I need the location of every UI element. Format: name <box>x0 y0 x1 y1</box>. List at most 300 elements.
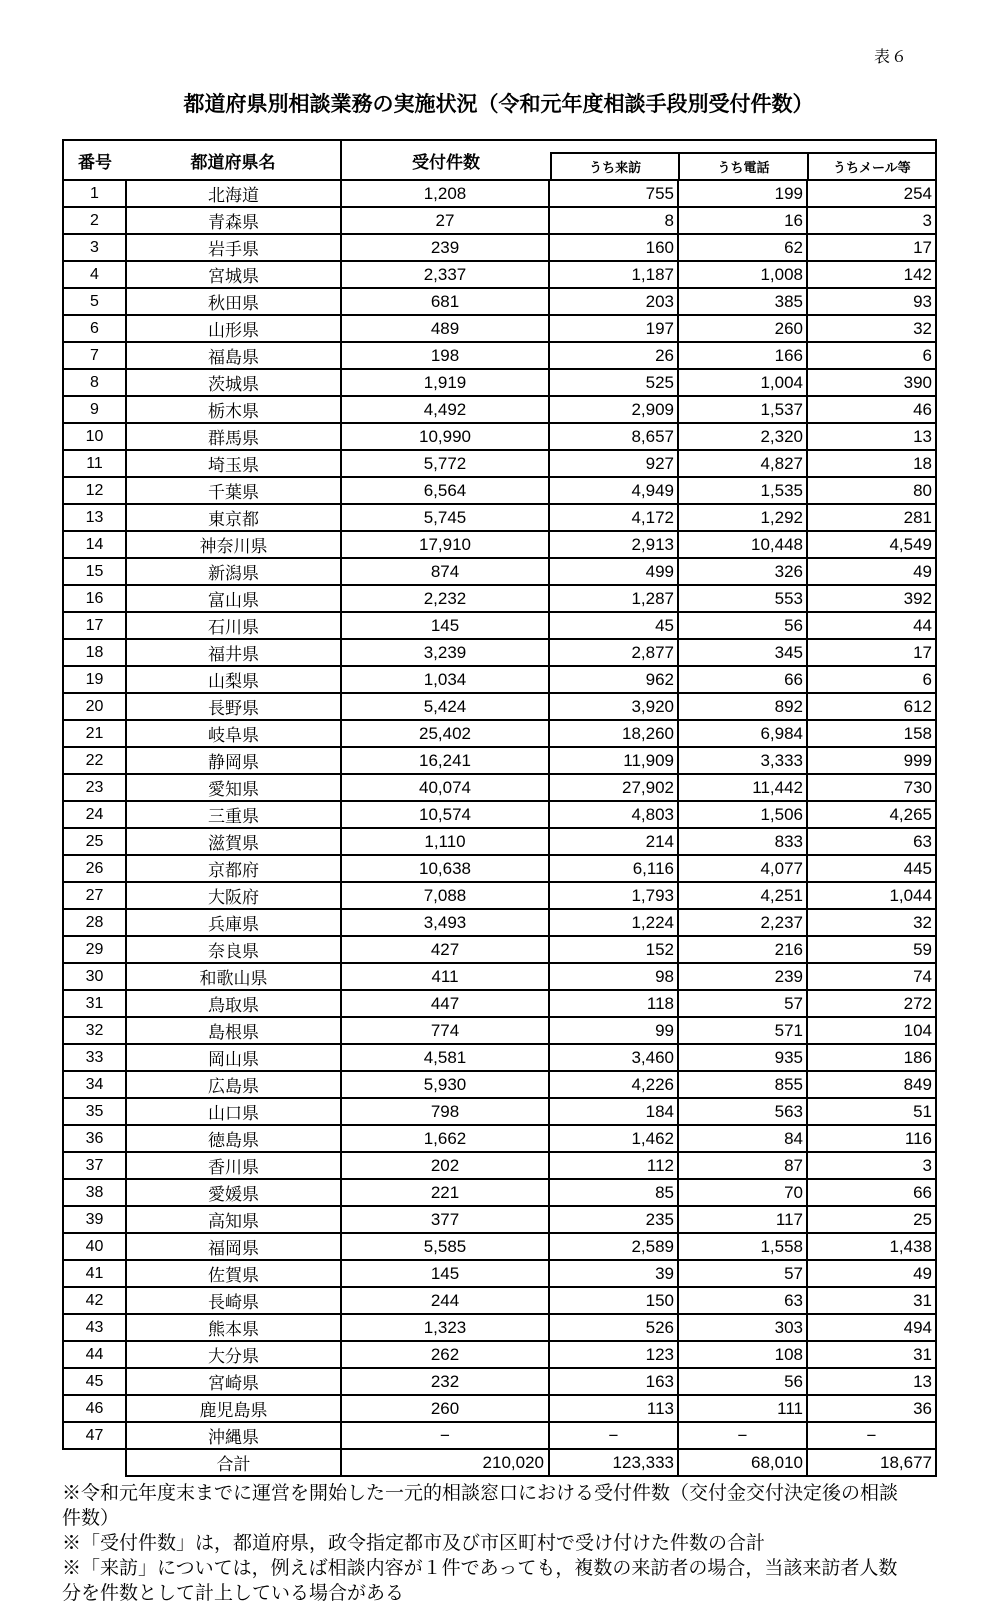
cell-visit: 526 <box>549 1314 678 1341</box>
table-row <box>63 342 936 369</box>
footnote-2: ※「受付件数」は，都道府県，政令指定都市及び市区町村で受け付けた件数の合計 <box>62 1533 766 1554</box>
cell-phone: 1,008 <box>678 261 807 288</box>
table-row <box>63 693 936 720</box>
table-row <box>63 612 936 639</box>
sub-header-row <box>550 152 935 179</box>
cell-phone: 57 <box>678 1260 807 1287</box>
cell-number: 44 <box>63 1341 126 1368</box>
table-row <box>63 639 936 666</box>
cell-phone: 571 <box>678 1017 807 1044</box>
cell-prefecture: 岩手県 <box>126 234 341 261</box>
cell-mail: 13 <box>807 423 936 450</box>
cell-phone: 1,292 <box>678 504 807 531</box>
table-row <box>63 531 936 558</box>
cell-number: 5 <box>63 288 126 315</box>
table-row <box>63 1368 936 1395</box>
cell-total: 447 <box>341 990 549 1017</box>
cell-mail: 6 <box>807 666 936 693</box>
cell-prefecture: 熊本県 <box>126 1314 341 1341</box>
cell-number: 45 <box>63 1368 126 1395</box>
cell-total: 774 <box>341 1017 549 1044</box>
cell-total: 1,110 <box>341 828 549 855</box>
cell-visit: 27,902 <box>549 774 678 801</box>
cell-visit: 4,803 <box>549 801 678 828</box>
cell-number: 2 <box>63 207 126 234</box>
cell-visit: 99 <box>549 1017 678 1044</box>
cell-mail: 49 <box>807 1260 936 1287</box>
cell-prefecture: 福井県 <box>126 639 341 666</box>
cell-number: 42 <box>63 1287 126 1314</box>
cell-prefecture: 広島県 <box>126 1071 341 1098</box>
cell-total: 1,208 <box>341 180 549 207</box>
cell-mail: 4,549 <box>807 531 936 558</box>
cell-visit: 235 <box>549 1206 678 1233</box>
cell-mail: 392 <box>807 585 936 612</box>
cell-number: 16 <box>63 585 126 612</box>
cell-prefecture: 宮城県 <box>126 261 341 288</box>
cell-phone: 10,448 <box>678 531 807 558</box>
cell-mail: 32 <box>807 315 936 342</box>
cell-number: 46 <box>63 1395 126 1422</box>
cell-visit: 98 <box>549 963 678 990</box>
cell-phone: 1,558 <box>678 1233 807 1260</box>
cell-mail: 1,044 <box>807 882 936 909</box>
cell-prefecture: 千葉県 <box>126 477 341 504</box>
cell-total: 7,088 <box>341 882 549 909</box>
cell-mail: 59 <box>807 936 936 963</box>
table-row <box>63 720 936 747</box>
cell-total: 17,910 <box>341 531 549 558</box>
cell-total: 6,564 <box>341 477 549 504</box>
cell-number: 1 <box>63 180 126 207</box>
cell-total: 145 <box>341 612 549 639</box>
cell-total: 27 <box>341 207 549 234</box>
cell-phone: 2,320 <box>678 423 807 450</box>
cell-number: 20 <box>63 693 126 720</box>
cell-mail: 80 <box>807 477 936 504</box>
cell-phone: 87 <box>678 1152 807 1179</box>
table-row <box>63 1017 936 1044</box>
cell-mail: 63 <box>807 828 936 855</box>
col-header-mail: うちメール等 <box>807 152 935 179</box>
total-cell-visit: 123,333 <box>549 1449 678 1476</box>
cell-number: 9 <box>63 396 126 423</box>
table-row <box>63 1422 936 1449</box>
cell-visit: 525 <box>549 369 678 396</box>
cell-mail: 17 <box>807 639 936 666</box>
cell-mail: 32 <box>807 909 936 936</box>
cell-number: 41 <box>63 1260 126 1287</box>
table-row <box>63 828 936 855</box>
cell-mail: 494 <box>807 1314 936 1341</box>
footnote-3: ※「来訪」については，例えば相談内容が１件であっても，複数の来訪者の場合，当該来訪者人数分を件数として計上している場合がある <box>62 1558 898 1604</box>
cell-visit: 1,462 <box>549 1125 678 1152</box>
cell-phone: 326 <box>678 558 807 585</box>
cell-total: 239 <box>341 234 549 261</box>
cell-prefecture: 茨城県 <box>126 369 341 396</box>
cell-total: 16,241 <box>341 747 549 774</box>
cell-number: 37 <box>63 1152 126 1179</box>
cell-prefecture: 奈良県 <box>126 936 341 963</box>
cell-mail: 3 <box>807 207 936 234</box>
cell-total: 10,574 <box>341 801 549 828</box>
cell-visit: 123 <box>549 1341 678 1368</box>
cell-visit: 85 <box>549 1179 678 1206</box>
cell-total: 1,662 <box>341 1125 549 1152</box>
cell-number: 31 <box>63 990 126 1017</box>
cell-phone: 303 <box>678 1314 807 1341</box>
col-header-number: 番号 <box>63 140 126 180</box>
cell-mail: 49 <box>807 558 936 585</box>
cell-phone: 111 <box>678 1395 807 1422</box>
footnotes-block <box>62 1481 907 1606</box>
table-row <box>63 1152 936 1179</box>
cell-phone: 563 <box>678 1098 807 1125</box>
cell-mail: 730 <box>807 774 936 801</box>
cell-mail: 31 <box>807 1287 936 1314</box>
cell-visit: 962 <box>549 666 678 693</box>
cell-visit: 8 <box>549 207 678 234</box>
table-row <box>63 207 936 234</box>
col-header-visit: うち来訪 <box>550 152 678 179</box>
cell-visit: 112 <box>549 1152 678 1179</box>
total-cell-mail: 18,677 <box>807 1449 936 1476</box>
cell-total: 202 <box>341 1152 549 1179</box>
table-row <box>63 234 936 261</box>
page-title: 都道府県別相談業務の実施状況（令和元年度相談手段別受付件数） <box>183 93 814 116</box>
cell-number: 15 <box>63 558 126 585</box>
cell-phone: 1,535 <box>678 477 807 504</box>
table-row <box>63 477 936 504</box>
cell-number: 30 <box>63 963 126 990</box>
cell-phone: 16 <box>678 207 807 234</box>
table-row <box>63 288 936 315</box>
table-row <box>63 882 936 909</box>
cell-visit: 1,287 <box>549 585 678 612</box>
total-row-label: 合計 <box>126 1449 341 1476</box>
table-row <box>63 1341 936 1368</box>
cell-total: 3,239 <box>341 639 549 666</box>
col-header-prefecture: 都道府県名 <box>126 140 341 180</box>
cell-number: 47 <box>63 1422 126 1449</box>
cell-prefecture: 福岡県 <box>126 1233 341 1260</box>
cell-visit: 163 <box>549 1368 678 1395</box>
table-row <box>63 909 936 936</box>
cell-mail: 999 <box>807 747 936 774</box>
total-cell-total: 210,020 <box>341 1449 549 1476</box>
cell-visit: − <box>549 1422 678 1449</box>
col-header-total-group <box>341 140 936 180</box>
cell-number: 39 <box>63 1206 126 1233</box>
cell-prefecture: 長崎県 <box>126 1287 341 1314</box>
table-body <box>63 180 936 1449</box>
cell-mail: 1,438 <box>807 1233 936 1260</box>
cell-total: 244 <box>341 1287 549 1314</box>
cell-phone: 1,537 <box>678 396 807 423</box>
cell-phone: 892 <box>678 693 807 720</box>
cell-visit: 18,260 <box>549 720 678 747</box>
cell-prefecture: 沖縄県 <box>126 1422 341 1449</box>
cell-total: 198 <box>341 342 549 369</box>
table-row <box>63 558 936 585</box>
cell-phone: 199 <box>678 180 807 207</box>
cell-mail: 36 <box>807 1395 936 1422</box>
table-row <box>63 1206 936 1233</box>
cell-number: 11 <box>63 450 126 477</box>
col-header-phone: うち電話 <box>678 152 806 179</box>
cell-phone: 4,251 <box>678 882 807 909</box>
cell-visit: 160 <box>549 234 678 261</box>
cell-prefecture: 愛知県 <box>126 774 341 801</box>
cell-mail: 272 <box>807 990 936 1017</box>
cell-mail: 390 <box>807 369 936 396</box>
cell-number: 35 <box>63 1098 126 1125</box>
cell-visit: 1,224 <box>549 909 678 936</box>
cell-prefecture: 徳島県 <box>126 1125 341 1152</box>
cell-mail: 74 <box>807 963 936 990</box>
cell-phone: 239 <box>678 963 807 990</box>
cell-prefecture: 高知県 <box>126 1206 341 1233</box>
cell-mail: 18 <box>807 450 936 477</box>
cell-visit: 755 <box>549 180 678 207</box>
cell-visit: 203 <box>549 288 678 315</box>
cell-prefecture: 鹿児島県 <box>126 1395 341 1422</box>
table-row <box>63 369 936 396</box>
cell-phone: 166 <box>678 342 807 369</box>
cell-mail: 51 <box>807 1098 936 1125</box>
table-row <box>63 1233 936 1260</box>
cell-phone: 11,442 <box>678 774 807 801</box>
cell-total: 2,337 <box>341 261 549 288</box>
table-row <box>63 1179 936 1206</box>
cell-visit: 26 <box>549 342 678 369</box>
cell-prefecture: 香川県 <box>126 1152 341 1179</box>
cell-prefecture: 群馬県 <box>126 423 341 450</box>
cell-number: 24 <box>63 801 126 828</box>
table-row <box>63 1287 936 1314</box>
cell-total: 874 <box>341 558 549 585</box>
table-row <box>63 774 936 801</box>
table-row <box>63 315 936 342</box>
cell-visit: 927 <box>549 450 678 477</box>
cell-prefecture: 和歌山県 <box>126 963 341 990</box>
cell-number: 32 <box>63 1017 126 1044</box>
cell-prefecture: 佐賀県 <box>126 1260 341 1287</box>
cell-total: 260 <box>341 1395 549 1422</box>
cell-number: 43 <box>63 1314 126 1341</box>
cell-visit: 1,187 <box>549 261 678 288</box>
cell-total: 1,919 <box>341 369 549 396</box>
cell-phone: 1,506 <box>678 801 807 828</box>
cell-total: 427 <box>341 936 549 963</box>
cell-phone: 57 <box>678 990 807 1017</box>
cell-phone: 70 <box>678 1179 807 1206</box>
table-row <box>63 855 936 882</box>
cell-visit: 499 <box>549 558 678 585</box>
cell-number: 40 <box>63 1233 126 1260</box>
cell-phone: 855 <box>678 1071 807 1098</box>
cell-mail: 3 <box>807 1152 936 1179</box>
total-row-blank-cell <box>63 1449 126 1476</box>
table-row <box>63 261 936 288</box>
table-row <box>63 1125 936 1152</box>
cell-total: 2,232 <box>341 585 549 612</box>
cell-number: 27 <box>63 882 126 909</box>
cell-prefecture: 宮崎県 <box>126 1368 341 1395</box>
cell-phone: 56 <box>678 612 807 639</box>
prefecture-consultation-table <box>62 139 937 1477</box>
cell-mail: 445 <box>807 855 936 882</box>
cell-number: 33 <box>63 1044 126 1071</box>
cell-mail: 142 <box>807 261 936 288</box>
cell-prefecture: 大分県 <box>126 1341 341 1368</box>
cell-total: 4,581 <box>341 1044 549 1071</box>
cell-prefecture: 愛媛県 <box>126 1179 341 1206</box>
total-cell-phone: 68,010 <box>678 1449 807 1476</box>
cell-prefecture: 京都府 <box>126 855 341 882</box>
cell-prefecture: 岡山県 <box>126 1044 341 1071</box>
cell-mail: 186 <box>807 1044 936 1071</box>
table-row <box>63 585 936 612</box>
cell-number: 25 <box>63 828 126 855</box>
table-row <box>63 396 936 423</box>
table-row <box>63 1260 936 1287</box>
cell-number: 12 <box>63 477 126 504</box>
cell-visit: 184 <box>549 1098 678 1125</box>
cell-mail: 612 <box>807 693 936 720</box>
cell-phone: 2,237 <box>678 909 807 936</box>
cell-prefecture: 山口県 <box>126 1098 341 1125</box>
cell-total: 10,990 <box>341 423 549 450</box>
cell-visit: 150 <box>549 1287 678 1314</box>
cell-number: 38 <box>63 1179 126 1206</box>
cell-mail: 6 <box>807 342 936 369</box>
cell-prefecture: 新潟県 <box>126 558 341 585</box>
cell-total: 411 <box>341 963 549 990</box>
cell-prefecture: 北海道 <box>126 180 341 207</box>
cell-phone: 84 <box>678 1125 807 1152</box>
table-row <box>63 666 936 693</box>
cell-number: 19 <box>63 666 126 693</box>
cell-number: 8 <box>63 369 126 396</box>
cell-visit: 118 <box>549 990 678 1017</box>
cell-number: 26 <box>63 855 126 882</box>
cell-prefecture: 滋賀県 <box>126 828 341 855</box>
cell-mail: 158 <box>807 720 936 747</box>
cell-number: 14 <box>63 531 126 558</box>
cell-total: 1,034 <box>341 666 549 693</box>
cell-phone: 117 <box>678 1206 807 1233</box>
cell-total: 5,585 <box>341 1233 549 1260</box>
table-row <box>63 801 936 828</box>
cell-visit: 3,920 <box>549 693 678 720</box>
footnote-1: ※令和元年度末までに運営を開始した一元的相談窓口における受付件数（交付金交付決定後の相談件数） <box>62 1483 899 1529</box>
cell-total: − <box>341 1422 549 1449</box>
cell-visit: 4,226 <box>549 1071 678 1098</box>
cell-mail: 104 <box>807 1017 936 1044</box>
cell-mail: 281 <box>807 504 936 531</box>
table-number-label: 表６ <box>873 49 908 66</box>
cell-number: 28 <box>63 909 126 936</box>
cell-number: 6 <box>63 315 126 342</box>
cell-phone: 833 <box>678 828 807 855</box>
cell-total: 3,493 <box>341 909 549 936</box>
cell-visit: 2,913 <box>549 531 678 558</box>
cell-mail: 31 <box>807 1341 936 1368</box>
cell-prefecture: 静岡県 <box>126 747 341 774</box>
cell-visit: 39 <box>549 1260 678 1287</box>
cell-phone: 3,333 <box>678 747 807 774</box>
cell-total: 377 <box>341 1206 549 1233</box>
cell-number: 17 <box>63 612 126 639</box>
cell-mail: − <box>807 1422 936 1449</box>
table-row <box>63 1395 936 1422</box>
total-row <box>63 1449 936 1476</box>
cell-visit: 152 <box>549 936 678 963</box>
cell-visit: 214 <box>549 828 678 855</box>
cell-mail: 93 <box>807 288 936 315</box>
cell-prefecture: 山梨県 <box>126 666 341 693</box>
table-row <box>63 1098 936 1125</box>
cell-prefecture: 神奈川県 <box>126 531 341 558</box>
cell-visit: 4,949 <box>549 477 678 504</box>
cell-total: 5,772 <box>341 450 549 477</box>
cell-total: 262 <box>341 1341 549 1368</box>
cell-number: 13 <box>63 504 126 531</box>
cell-prefecture: 鳥取県 <box>126 990 341 1017</box>
cell-number: 21 <box>63 720 126 747</box>
cell-mail: 46 <box>807 396 936 423</box>
cell-prefecture: 福島県 <box>126 342 341 369</box>
cell-prefecture: 岐阜県 <box>126 720 341 747</box>
cell-prefecture: 東京都 <box>126 504 341 531</box>
cell-visit: 45 <box>549 612 678 639</box>
cell-total: 25,402 <box>341 720 549 747</box>
cell-total: 221 <box>341 1179 549 1206</box>
cell-total: 5,424 <box>341 693 549 720</box>
table-row <box>63 936 936 963</box>
cell-total: 681 <box>341 288 549 315</box>
table-row <box>63 990 936 1017</box>
cell-total: 40,074 <box>341 774 549 801</box>
cell-number: 36 <box>63 1125 126 1152</box>
cell-phone: 385 <box>678 288 807 315</box>
cell-phone: 6,984 <box>678 720 807 747</box>
cell-phone: 108 <box>678 1341 807 1368</box>
cell-phone: 56 <box>678 1368 807 1395</box>
cell-phone: 553 <box>678 585 807 612</box>
cell-total: 1,323 <box>341 1314 549 1341</box>
cell-visit: 2,877 <box>549 639 678 666</box>
cell-prefecture: 兵庫県 <box>126 909 341 936</box>
cell-prefecture: 長野県 <box>126 693 341 720</box>
table-row <box>63 180 936 207</box>
cell-total: 5,930 <box>341 1071 549 1098</box>
cell-phone: − <box>678 1422 807 1449</box>
cell-number: 18 <box>63 639 126 666</box>
cell-mail: 116 <box>807 1125 936 1152</box>
cell-visit: 1,793 <box>549 882 678 909</box>
cell-number: 29 <box>63 936 126 963</box>
cell-phone: 62 <box>678 234 807 261</box>
cell-visit: 2,589 <box>549 1233 678 1260</box>
cell-mail: 66 <box>807 1179 936 1206</box>
cell-total: 489 <box>341 315 549 342</box>
cell-prefecture: 山形県 <box>126 315 341 342</box>
cell-number: 3 <box>63 234 126 261</box>
header-row <box>63 140 936 180</box>
cell-visit: 3,460 <box>549 1044 678 1071</box>
